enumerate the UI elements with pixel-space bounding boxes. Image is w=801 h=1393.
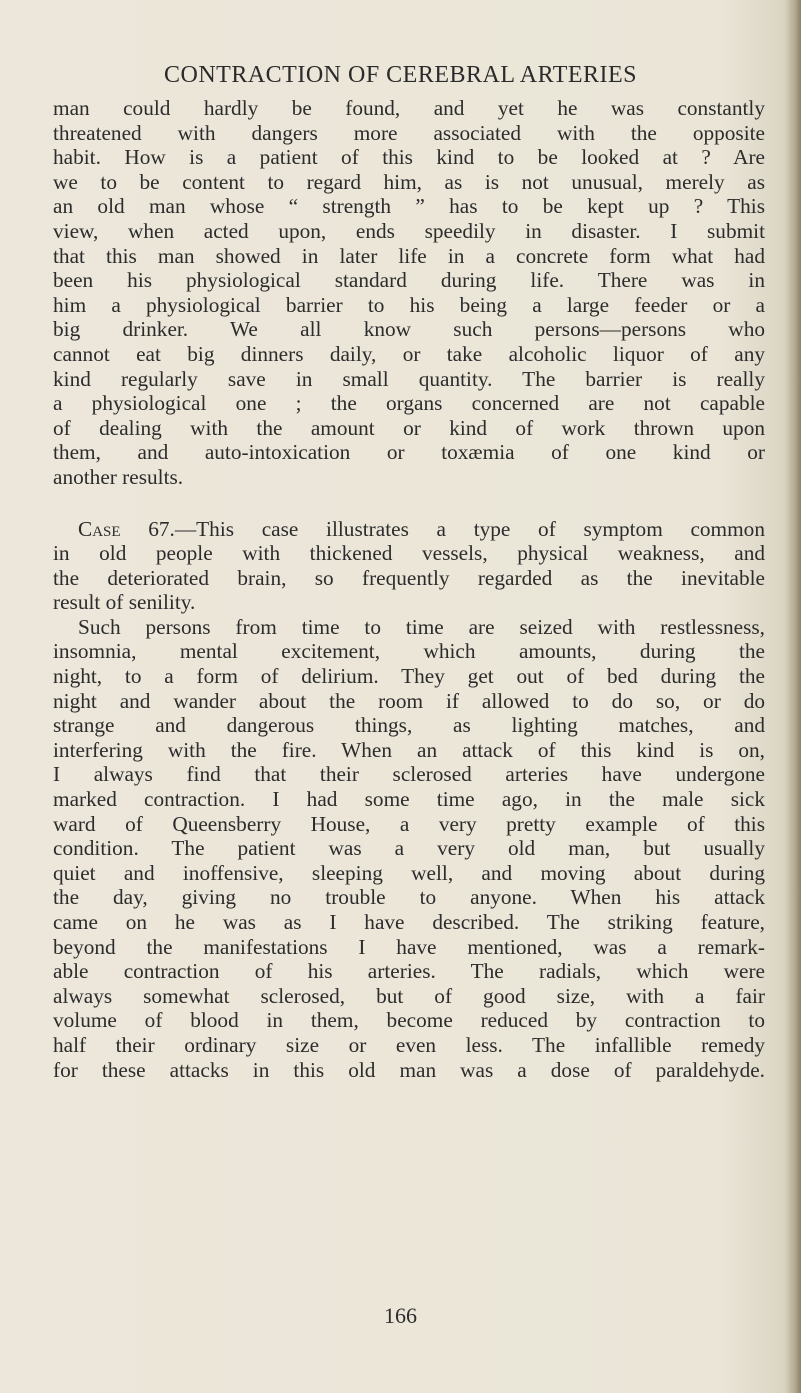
text-line: view, when acted upon, ends speedily in disaster. I submit	[53, 218, 765, 243]
running-title: CONTRACTION OF CEREBRAL ARTERIES	[163, 62, 638, 88]
text-line: a physiological one ; the organs concerned are not capable	[53, 391, 765, 416]
page-number: 166	[384, 1303, 417, 1328]
text-line: in old people with thickened vessels, physical weakness, and	[53, 541, 765, 566]
text-line: been his physiological standard during life. There was in	[53, 268, 765, 293]
text-line: him a physiological barrier to his being a large feeder or a	[53, 292, 765, 317]
page-edge-shadow	[785, 0, 801, 1393]
text-line: always somewhat sclerosed, but of good size, with a fair	[53, 983, 765, 1008]
case-first-line-text: —This case illustrates a type of symptom common	[174, 516, 765, 541]
text-line: another results.	[53, 464, 184, 489]
text-line: half their ordinary size or even less. The infallible remedy	[53, 1032, 765, 1057]
text-line: night, to a form of delirium. They get out of bed during the	[53, 664, 765, 689]
text-line: threatened with dangers more associated with the opposite	[53, 120, 765, 145]
text-line: habit. How is a patient of this kind to be looked at ? Are	[53, 145, 765, 170]
case-first-line	[53, 517, 765, 542]
text-line: man could hardly be found, and yet he was constantly	[53, 96, 765, 120]
body-text	[53, 96, 765, 1082]
text-line: of dealing with the amount or kind of work thrown upon	[53, 415, 765, 440]
text-line: marked contraction. I had some time ago, in the male sick	[53, 787, 765, 812]
text-line: I always find that their sclerosed arteries have undergone	[53, 762, 765, 787]
text-line: Such persons from time to time are seized with restlessness,	[78, 614, 765, 639]
text-line: for these attacks in this old man was a dose of paraldehyde.	[53, 1057, 765, 1082]
text-line: them, and auto-intoxication or toxæmia of one kind or	[53, 440, 765, 465]
text-line: volume of blood in them, become reduced by contraction to	[53, 1008, 765, 1033]
text-line: interfering with the fire. When an attack of this kind is on,	[53, 737, 765, 762]
text-line: able contraction of his arteries. The radials, which were	[53, 959, 765, 984]
text-line: we to be content to regard him, as is not unusual, merely as	[53, 169, 765, 194]
text-line: result of senility.	[53, 590, 196, 615]
text-line: the deteriorated brain, so frequently regarded as the inevitable	[53, 565, 765, 590]
text-line: an old man whose “ strength ” has to be kept up ? This	[53, 194, 765, 219]
text-line: that this man showed in later life in a concrete form what had	[53, 243, 765, 268]
text-line: the day, giving no trouble to anyone. When his attack	[53, 885, 765, 910]
text-line: came on he was as I have described. The striking feature,	[53, 910, 765, 934]
text-line: strange and dangerous things, as lighting matches, and	[53, 713, 765, 738]
case-label: Case 67.	[78, 516, 175, 541]
text-line: quiet and inoffensive, sleeping well, and moving about during	[53, 860, 765, 885]
text-line: big drinker. We all know such persons—persons who	[53, 317, 765, 342]
paragraph-1	[53, 96, 765, 490]
text-line: condition. The patient was a very old man, but usually	[53, 836, 765, 861]
paragraph-gap	[53, 490, 765, 517]
text-line: ward of Queensberry House, a very pretty example of this	[53, 811, 765, 836]
text-line: cannot eat big dinners daily, or take alcoholic liquor of any	[53, 341, 765, 366]
paragraph-3	[53, 615, 765, 1082]
text-line: kind regularly save in small quantity. The barrier is really	[53, 366, 765, 391]
text-line: night and wander about the room if allowed to do so, or do	[53, 688, 765, 713]
text-line: insomnia, mental excitement, which amounts, during the	[53, 639, 765, 664]
case-paragraph	[53, 517, 765, 615]
text-line: beyond the manifestations I have mentioned, was a remark-	[53, 934, 765, 959]
